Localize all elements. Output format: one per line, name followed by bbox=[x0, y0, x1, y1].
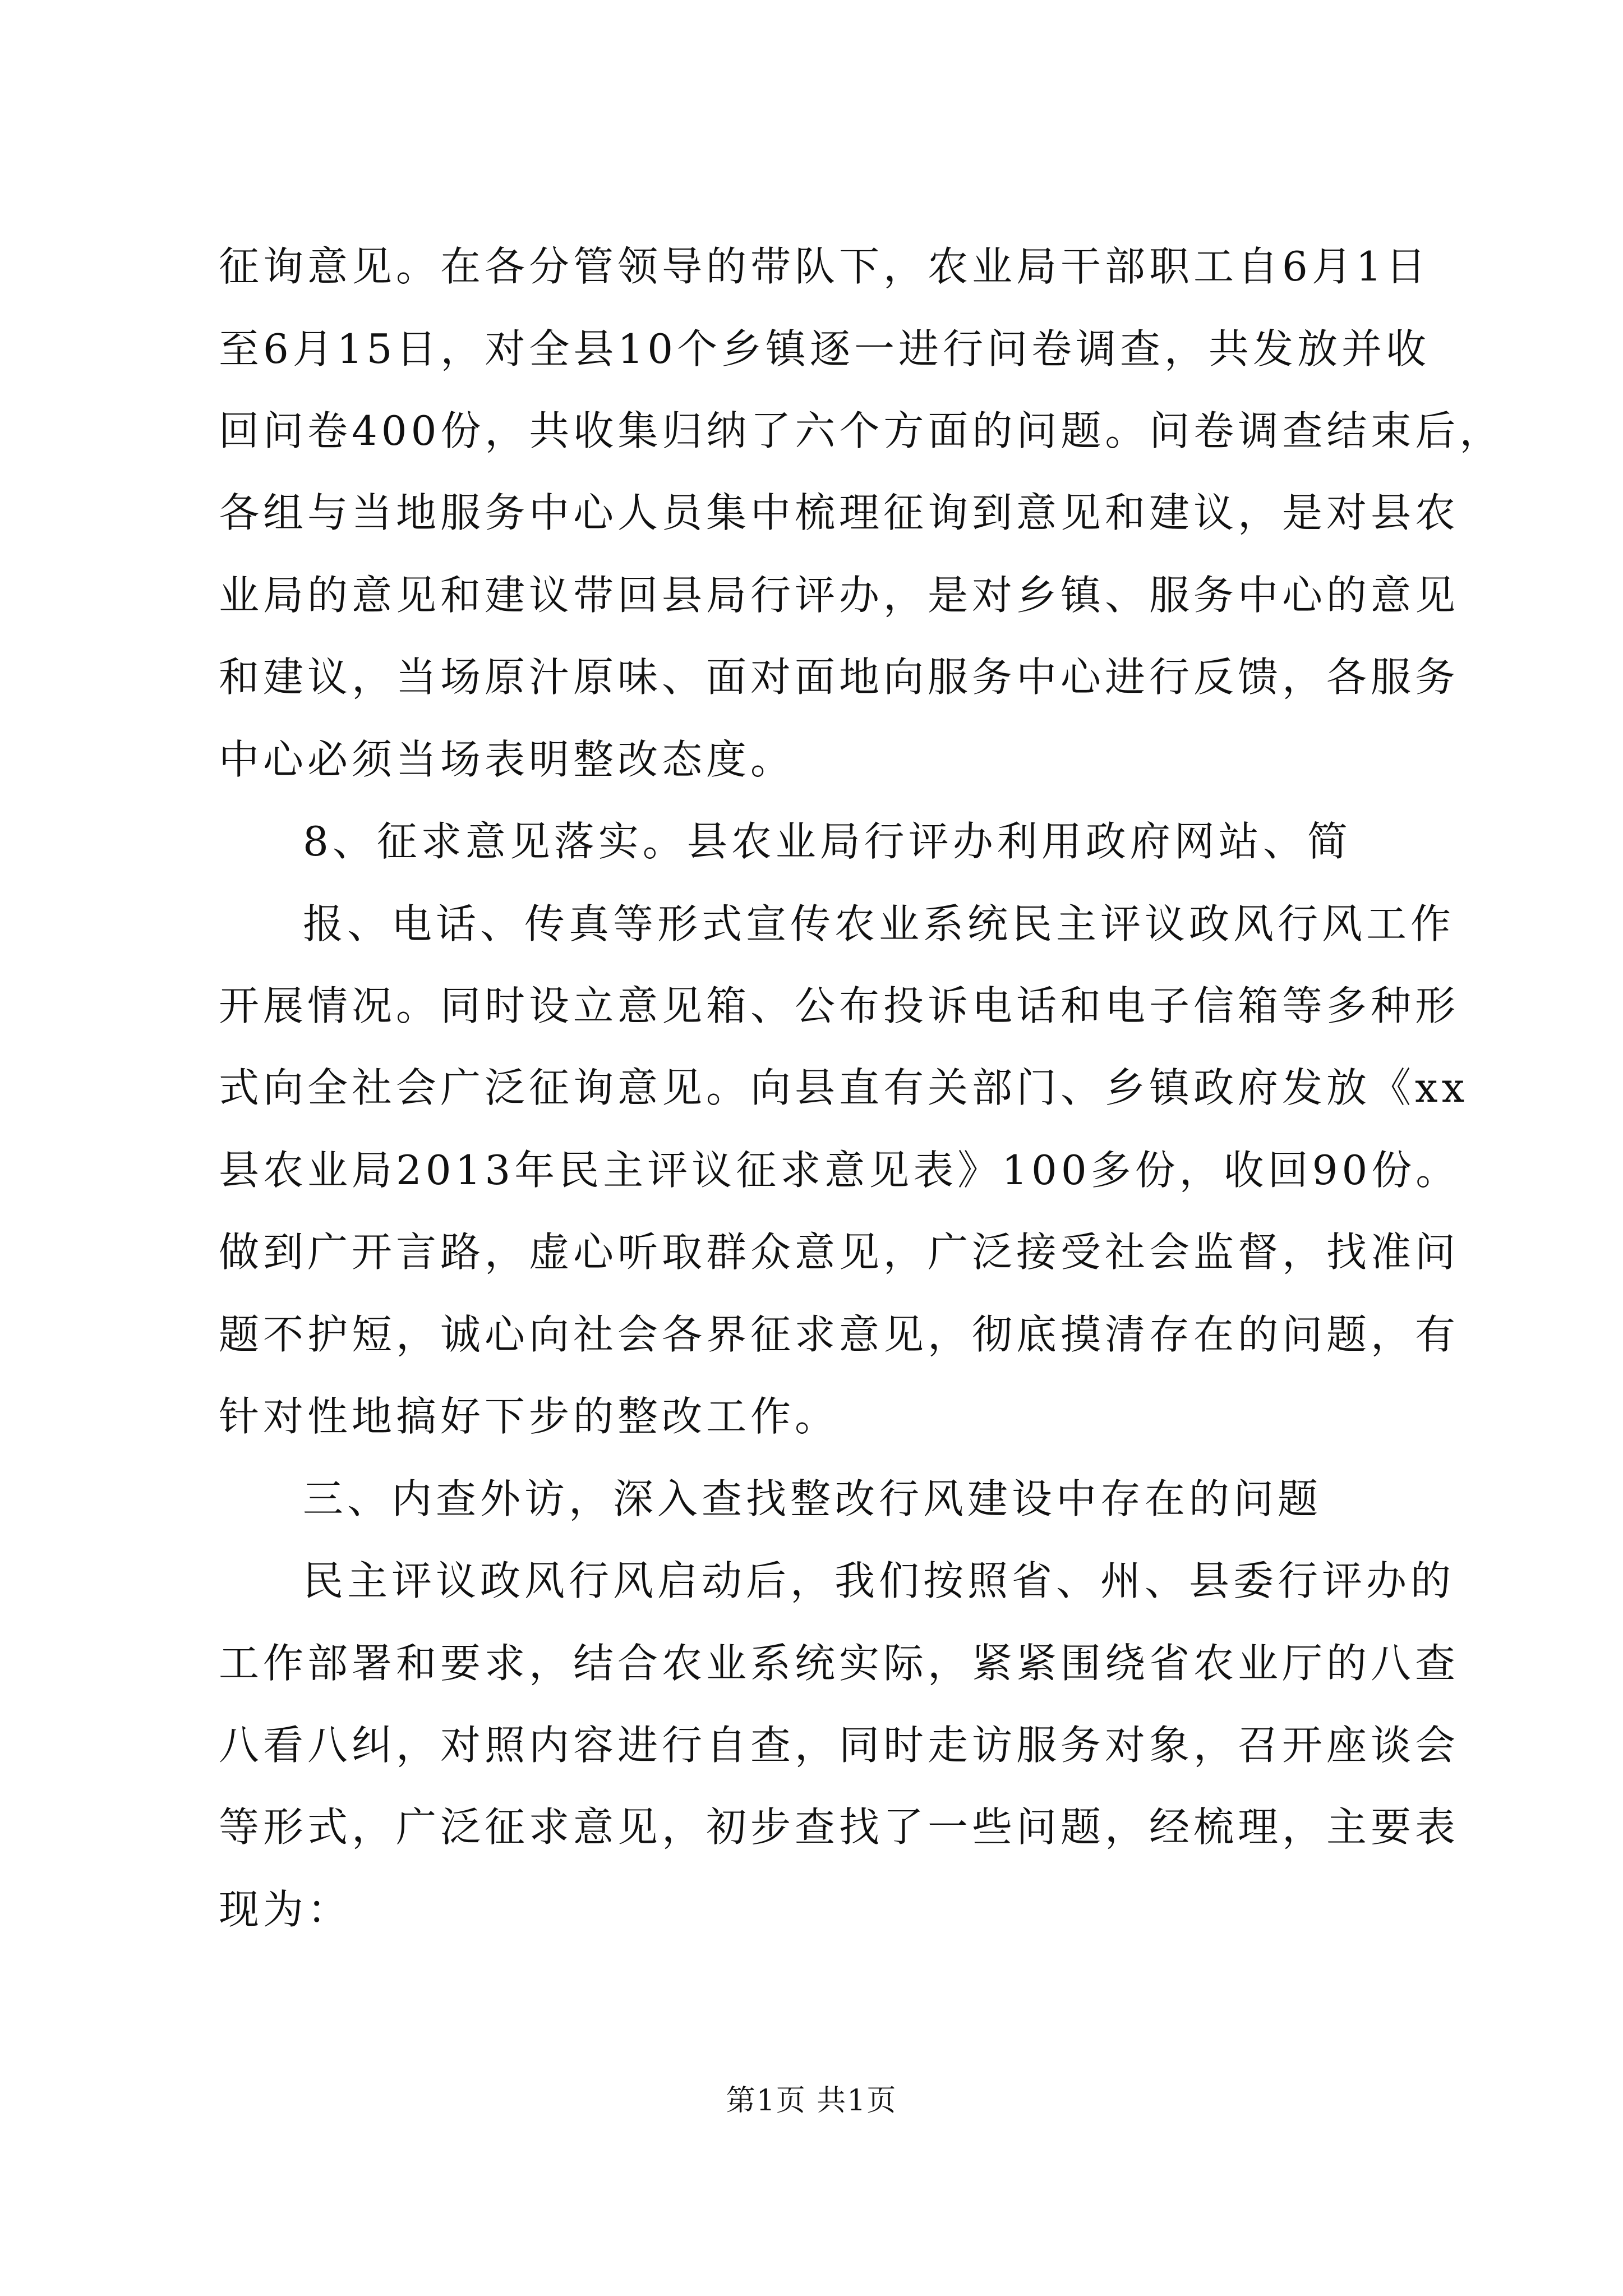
text-line: 民主评议政风行风启动后，我们按照省、州、县委行评办的 bbox=[303, 1557, 1455, 1604]
text-line: 开展情况。同时设立意见箱、公布投诉电话和电子信箱等多种形 bbox=[219, 982, 1460, 1029]
text-line: 业局的意见和建议带回县局行评办，是对乡镇、服务中心的意见 bbox=[219, 572, 1460, 619]
section-heading: 三、内查外访，深入查找整改行风建设中存在的问题 bbox=[303, 1475, 1322, 1522]
text-line: 报、电话、传真等形式宣传农业系统民主评议政风行风工作 bbox=[303, 900, 1455, 947]
text-line: 中心必须当场表明整改态度。 bbox=[219, 736, 795, 783]
paragraph-heading: 8、征求意见落实。县农业局行评办利用政府网站、简 bbox=[303, 818, 1352, 865]
text-line: 县农业局2013年民主评议征求意见表》100多份，收回90份。 bbox=[219, 1147, 1460, 1194]
text-line: 回问卷400份，共收集归纳了六个方面的问题。问卷调查结束后， bbox=[219, 407, 1504, 454]
text-line: 和建议，当场原汁原味、面对面地向服务中心进行反馈，各服务 bbox=[219, 654, 1460, 701]
text-line: 针对性地搞好下步的整改工作。 bbox=[219, 1393, 840, 1440]
text-line: 现为： bbox=[219, 1886, 352, 1933]
text-line: 至6月15日，对全县10个乡镇逐一进行问卷调查，共发放并收 bbox=[219, 325, 1431, 372]
text-line: 各组与当地服务中心人员集中梳理征询到意见和建议，是对县农 bbox=[219, 489, 1460, 536]
text-line: 式向全社会广泛征询意见。向县直有关部门、乡镇政府发放《xx bbox=[219, 1064, 1469, 1111]
text-line: 做到广开言路，虚心听取群众意见，广泛接受社会监督，找准问 bbox=[219, 1228, 1460, 1276]
text-line: 题不护短，诚心向社会各界征求意见，彻底摸清存在的问题，有 bbox=[219, 1311, 1460, 1358]
page-number-footer: 第1页 共1页 bbox=[726, 2084, 897, 2118]
text-line: 工作部署和要求，结合农业系统实际，紧紧围绕省农业厅的八查 bbox=[219, 1640, 1460, 1687]
text-line: 征询意见。在各分管领导的带队下，农业局干部职工自6月1日 bbox=[219, 243, 1430, 290]
text-line: 八看八纠，对照内容进行自查，同时走访服务对象，召开座谈会 bbox=[219, 1722, 1460, 1769]
text-line: 等形式，广泛征求意见，初步查找了一些问题，经梳理，主要表 bbox=[219, 1803, 1460, 1851]
